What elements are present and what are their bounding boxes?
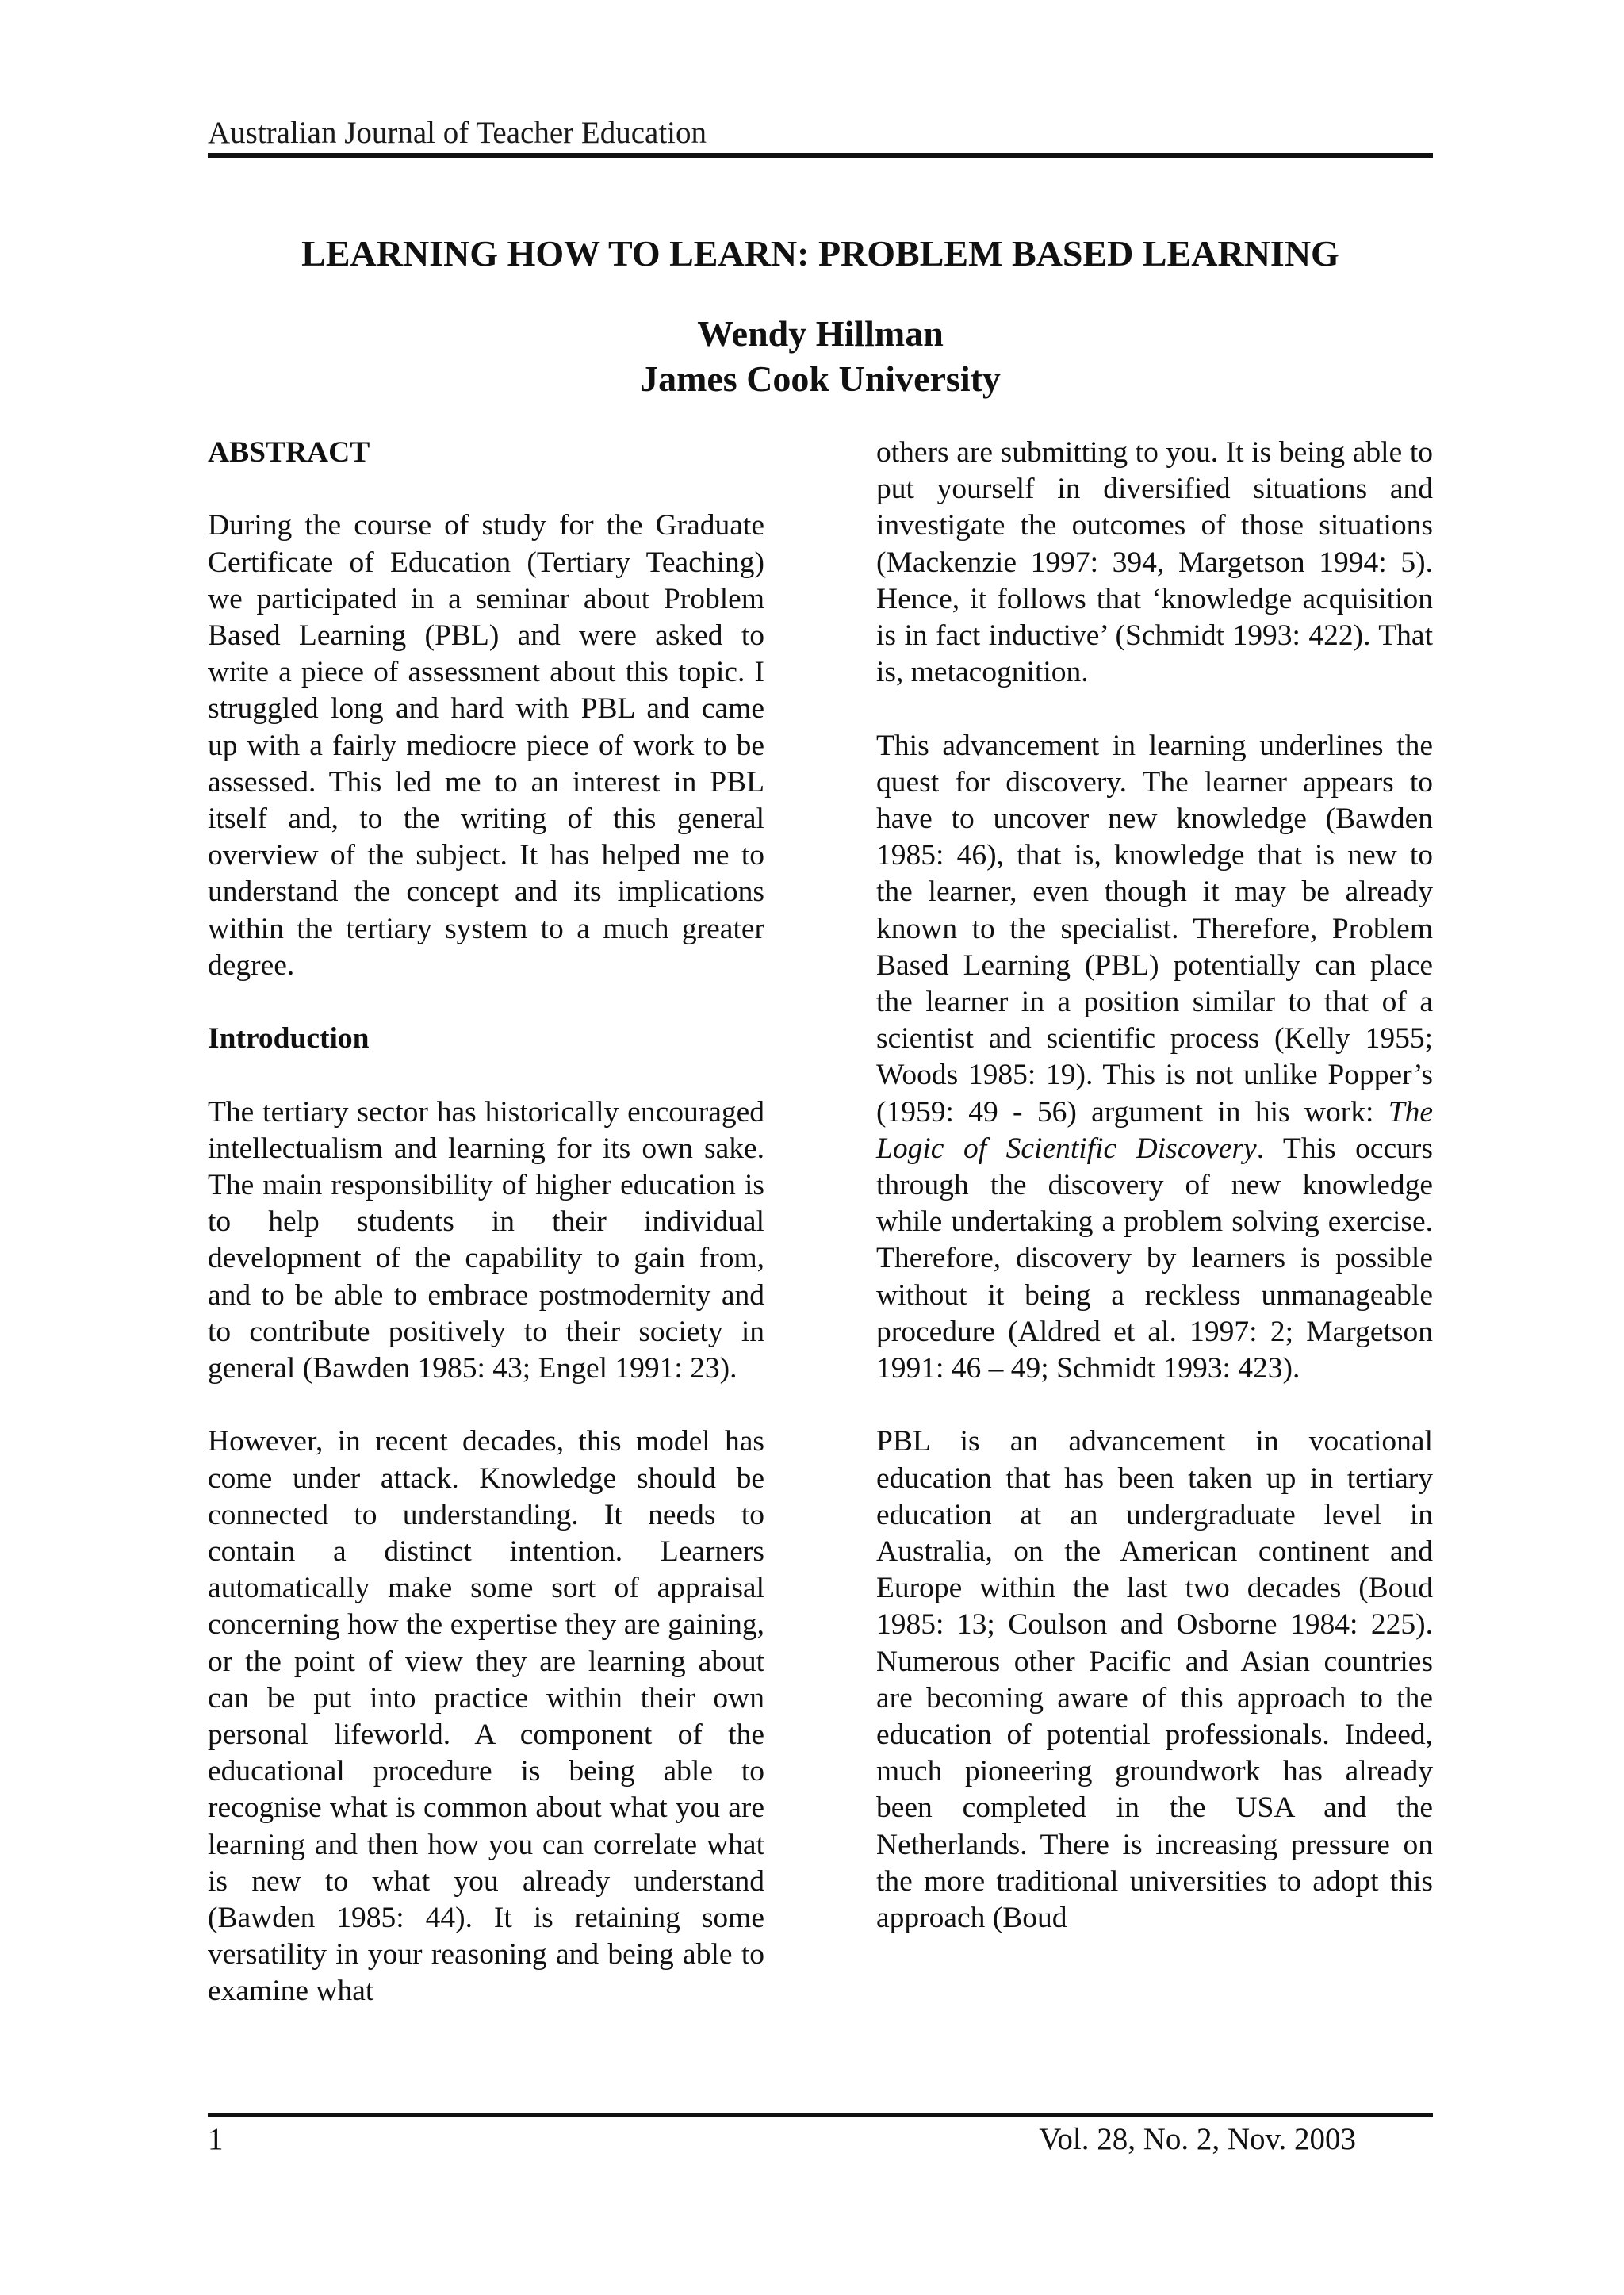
right-column <box>876 435 1433 1937</box>
body-paragraph-2-text-b: . This occurs through the discovery of new knowledge while undertaking a problem solving exercise. Therefore, discovery by learners is possible without it being a reckless unmanageable procedure (Aldred et al. 1997: 2; Margetson 1991: 46 – 49; Schmidt 1993: 423). <box>876 1132 1433 1385</box>
page-number: 1 <box>208 2122 224 2156</box>
running-header: Australian Journal of Teacher Education <box>208 116 707 150</box>
introduction-paragraph-2: However, in recent decades, this model has come under attack. Knowledge should be connected to understanding. It needs to contain a distinct intention. Learners automatically make some sort of appraisal concerning how the expertise they are gaining, or the point of view they are learning about can be put into practice within their own personal lifeworld. A component of the educational procedure is being able to recognise what is common about what you are learning and then how you can correlate what is new to what you already understand (Bawden 1985: 44). It is retaining some versatility in your reasoning and being able to examine what <box>208 1425 764 2008</box>
left-column <box>208 435 764 2010</box>
author-name: Wendy Hillman <box>697 313 944 354</box>
article-title: LEARNING HOW TO LEARN: PROBLEM BASED LEARNING <box>301 233 1339 274</box>
introduction-paragraph-1: The tertiary sector has historically encouraged intellectualism and learning for its own sake. The main responsibility of higher education is to help students in their individual development of the capability to gain from, and to be able to embrace postmodernity and to contribute positively to their society in general (Bawden 1985: 43; Engel 1991: 23). <box>208 1095 764 1385</box>
footer-rule <box>208 2113 1433 2117</box>
header-rule <box>208 153 1433 158</box>
author-affiliation: James Cook University <box>640 358 1001 399</box>
abstract-paragraph: During the course of study for the Graduate Certificate of Education (Tertiary Teaching) we participated in a seminar about Problem Based Learning (PBL) and were asked to write a piece of assessment about this topic. I struggled long and hard with PBL and came up with a fairly mediocre piece of work to be assessed. This led me to an interest in PBL itself and, to the writing of this general overview of the subject. It has helped me to understand the concept and its implications within the tertiary system to a much greater degree. <box>208 509 764 982</box>
abstract-heading: ABSTRACT <box>208 436 370 469</box>
body-paragraph-2-text-a: This advancement in learning underlines the quest for discovery. The learner appears to have to uncover new knowledge (Bawden 1985: 46), that is, knowledge that is new to the learner, even though it may be already known to the specialist. Therefore, Problem Based Learning (PBL) potentially can place the learner in a position similar to that of a scientist and scientific process (Kelly 1955; Woods 1985: 19). This is not unlike Popper’s (1959: 49 - 56) argument in his work: <box>876 729 1433 1128</box>
volume-info: Vol. 28, No. 2, Nov. 2003 <box>1039 2122 1356 2156</box>
body-paragraph-3: PBL is an advancement in vocational education that has been taken up in tertiary education at an undergraduate level in Australia, on the American continent and Europe within the last two decades (Boud 1985: 13; Coulson and Osborne 1984: 225). Numerous other Pacific and Asian countries are becoming aware of this approach to the education of potential professionals. Indeed, much pioneering groundwork has already been completed in the USA and the Netherlands. There is increasing pressure on the more traditional universities to adopt this approach (Boud <box>876 1425 1433 1935</box>
body-paragraph-2 <box>876 728 1433 1388</box>
body-paragraph-1: others are submitting to you. It is being able to put yourself in diversified situations and investigate the outcomes of those situations (Mackenzie 1997: 394, Margetson 1994: 5). Hence, it follows that ‘knowledge acquisition is in fact inductive’ (Schmidt 1993: 422). That is, metacognition. <box>876 436 1433 689</box>
introduction-heading: Introduction <box>208 1022 370 1056</box>
book-title-citation: The Logic of Scientific Discovery <box>876 1095 1433 1165</box>
